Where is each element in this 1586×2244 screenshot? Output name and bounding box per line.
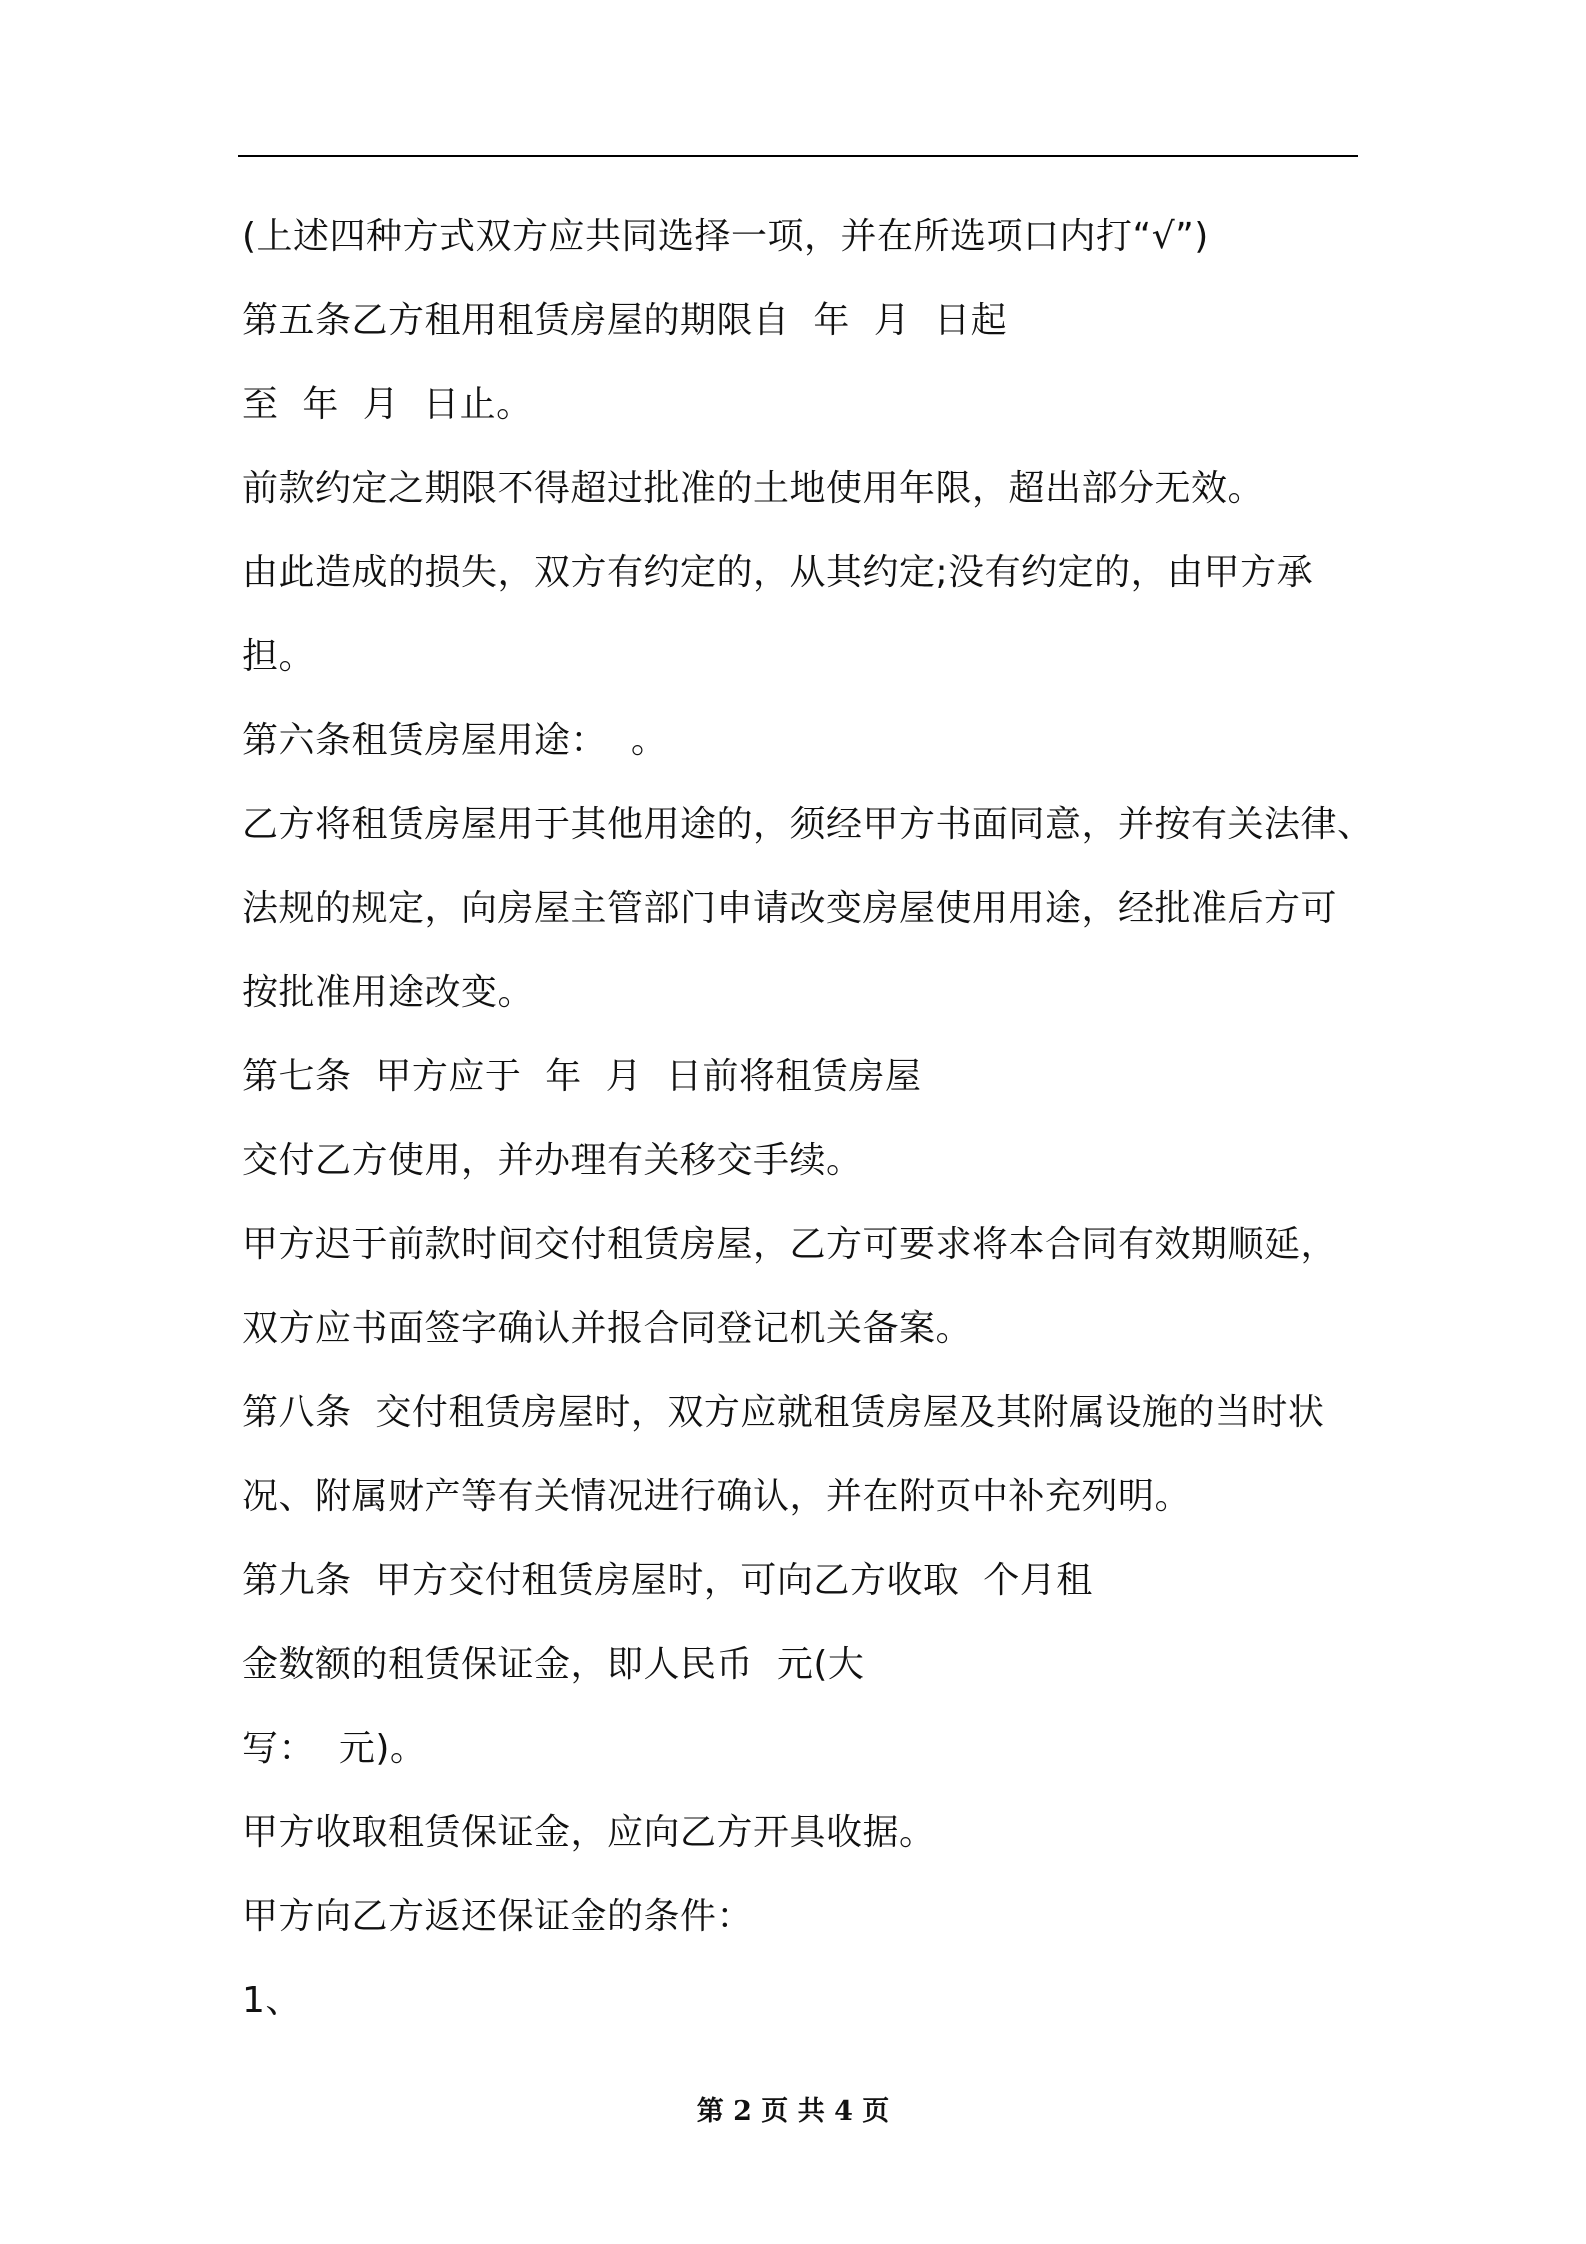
- paragraph-line: 法规的规定，向房屋主管部门申请改变房屋使用用途，经批准后方可: [242, 888, 1338, 929]
- paragraph-line: 担。: [242, 636, 316, 677]
- paragraph-line: 第七条 甲方应于 年 月 日前将租赁房屋: [242, 1056, 922, 1097]
- paragraph-line: 写： 元)。: [242, 1728, 427, 1769]
- document-body: [242, 195, 1374, 2043]
- paragraph-line: 至 年 月 日止。: [242, 384, 533, 425]
- page-number-footer: 第 2 页 共 4 页: [696, 2096, 890, 2127]
- paragraph-line: 第八条 交付租赁房屋时，双方应就租赁房屋及其附属设施的当时状: [242, 1392, 1325, 1433]
- paragraph-line: (上述四种方式双方应共同选择一项，并在所选项口内打“√”): [242, 216, 1209, 257]
- header-rule: [238, 155, 1358, 157]
- paragraph-line: 乙方将租赁房屋用于其他用途的，须经甲方书面同意，并按有关法律、: [242, 804, 1374, 845]
- paragraph-line: 交付乙方使用，并办理有关移交手续。: [242, 1140, 863, 1181]
- paragraph-line: 金数额的租赁保证金，即人民币 元(大: [242, 1644, 865, 1685]
- paragraph-line: 甲方收取租赁保证金，应向乙方开具收据。: [242, 1812, 936, 1853]
- paragraph-line: 1、: [242, 1980, 302, 2021]
- paragraph-line: 按批准用途改变。: [242, 972, 535, 1013]
- paragraph-line: 双方应书面签字确认并报合同登记机关备案。: [242, 1308, 973, 1349]
- paragraph-line: 第六条租赁房屋用途： 。: [242, 720, 668, 761]
- paragraph-line: 第九条 甲方交付租赁房屋时，可向乙方收取 个月租: [242, 1560, 1093, 1601]
- paragraph-line: 甲方迟于前款时间交付租赁房屋，乙方可要求将本合同有效期顺延，: [242, 1224, 1338, 1265]
- paragraph-line: 第五条乙方租用租赁房屋的期限自 年 月 日起: [242, 300, 1008, 341]
- paragraph-line: 况、附属财产等有关情况进行确认，并在附页中补充列明。: [242, 1476, 1192, 1517]
- paragraph-line: 甲方向乙方返还保证金的条件：: [242, 1896, 754, 1937]
- paragraph-line: 前款约定之期限不得超过批准的土地使用年限，超出部分无效。: [242, 468, 1265, 509]
- paragraph-line: 由此造成的损失，双方有约定的，从其约定;没有约定的，由甲方承: [242, 552, 1314, 593]
